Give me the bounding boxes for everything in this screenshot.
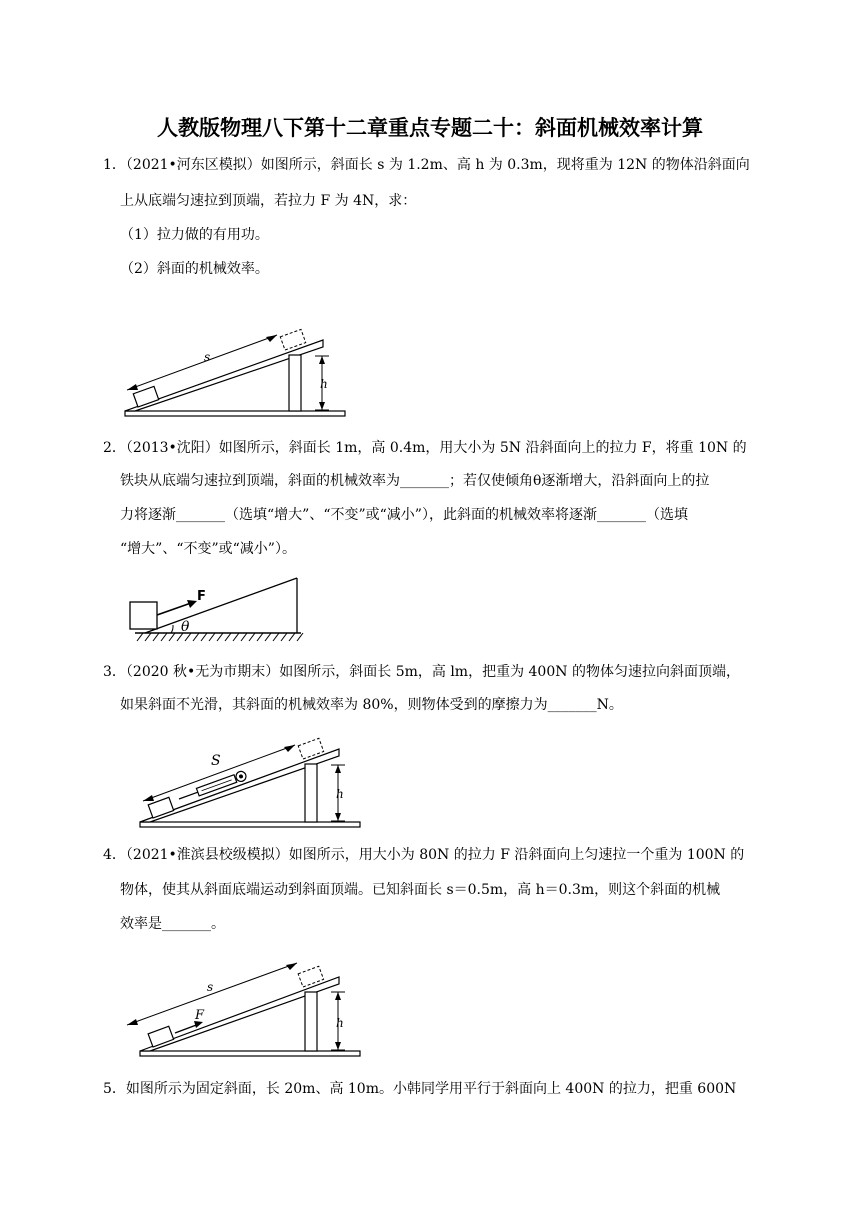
- q1-line-2: 上从底端匀速拉到顶端，若拉力 F 为 4N，求：: [120, 193, 417, 209]
- q4-line-3: 效率是_______。: [120, 916, 225, 932]
- q2-line-3: 力将逐渐_______（选填“增大”、“不变”或“减小”），此斜面的机械效率将逐渐_______（选填: [120, 507, 688, 523]
- q4-fig-label-h: h: [336, 1016, 344, 1030]
- q4-fig-label-s: s: [207, 980, 214, 994]
- q1-fig-label-s: s: [204, 350, 211, 364]
- q4-incline-figure: [115, 955, 365, 1065]
- q1-part-2: （2）斜面的机械效率。: [120, 261, 269, 277]
- q2-line-1: 2．（2013•沈阳）如图所示，斜面长 1m，高 0.4m，用大小为 5N 沿斜面向上的拉力 F，将重 10N 的: [103, 440, 747, 456]
- q1-incline-figure: [115, 320, 355, 420]
- q4-fig-label-F: F: [195, 1008, 205, 1023]
- q1-fig-label-h: h: [320, 377, 328, 391]
- q3-line-1: 3．（2020 秋•无为市期末）如图所示，斜面长 5m，高 lm，把重为 400N 的物体匀速拉向斜面顶端，: [103, 664, 740, 680]
- q5-line-1: 5．如图所示为固定斜面，长 20m、高 10m。小韩同学用平行于斜面向上 400N 的拉力，把重 600N: [103, 1081, 737, 1097]
- q1-part-1: （1）拉力做的有用功。: [120, 227, 269, 243]
- q3-fig-label-s: S: [211, 753, 221, 769]
- q2-incline-figure: [125, 575, 315, 645]
- q1-line-1: 1．（2021•河东区模拟）如图所示，斜面长 s 为 1.2m、高 h 为 0.3m，现将重为 12N 的物体沿斜面向: [103, 157, 750, 173]
- q3-incline-figure: [115, 725, 365, 835]
- q4-line-2: 物体，使其从斜面底端运动到斜面顶端。已知斜面长 s＝0.5m，高 h＝0.3m，则这个斜面的机械: [120, 882, 721, 898]
- page-title: 人教版物理八下第十二章重点专题二十：斜面机械效率计算: [157, 116, 703, 140]
- q2-fig-label-theta: θ: [181, 619, 190, 635]
- q4-line-1: 4．（2021•淮滨县校级模拟）如图所示，用大小为 80N 的拉力 F 沿斜面向上匀速拉一个重为 100N 的: [103, 847, 745, 863]
- q3-fig-label-h: h: [336, 787, 344, 801]
- q2-line-4: “增大”、“不变”或“减小”）。: [120, 541, 296, 557]
- q2-line-2: 铁块从底端匀速拉到顶端，斜面的机械效率为_______；若仅使倾角θ逐渐增大，沿斜面向上的拉: [120, 473, 710, 489]
- q2-fig-label-F: F: [197, 589, 206, 604]
- q3-line-2: 如果斜面不光滑，其斜面的机械效率为 80%，则物体受到的摩擦力为_______N。: [120, 697, 623, 713]
